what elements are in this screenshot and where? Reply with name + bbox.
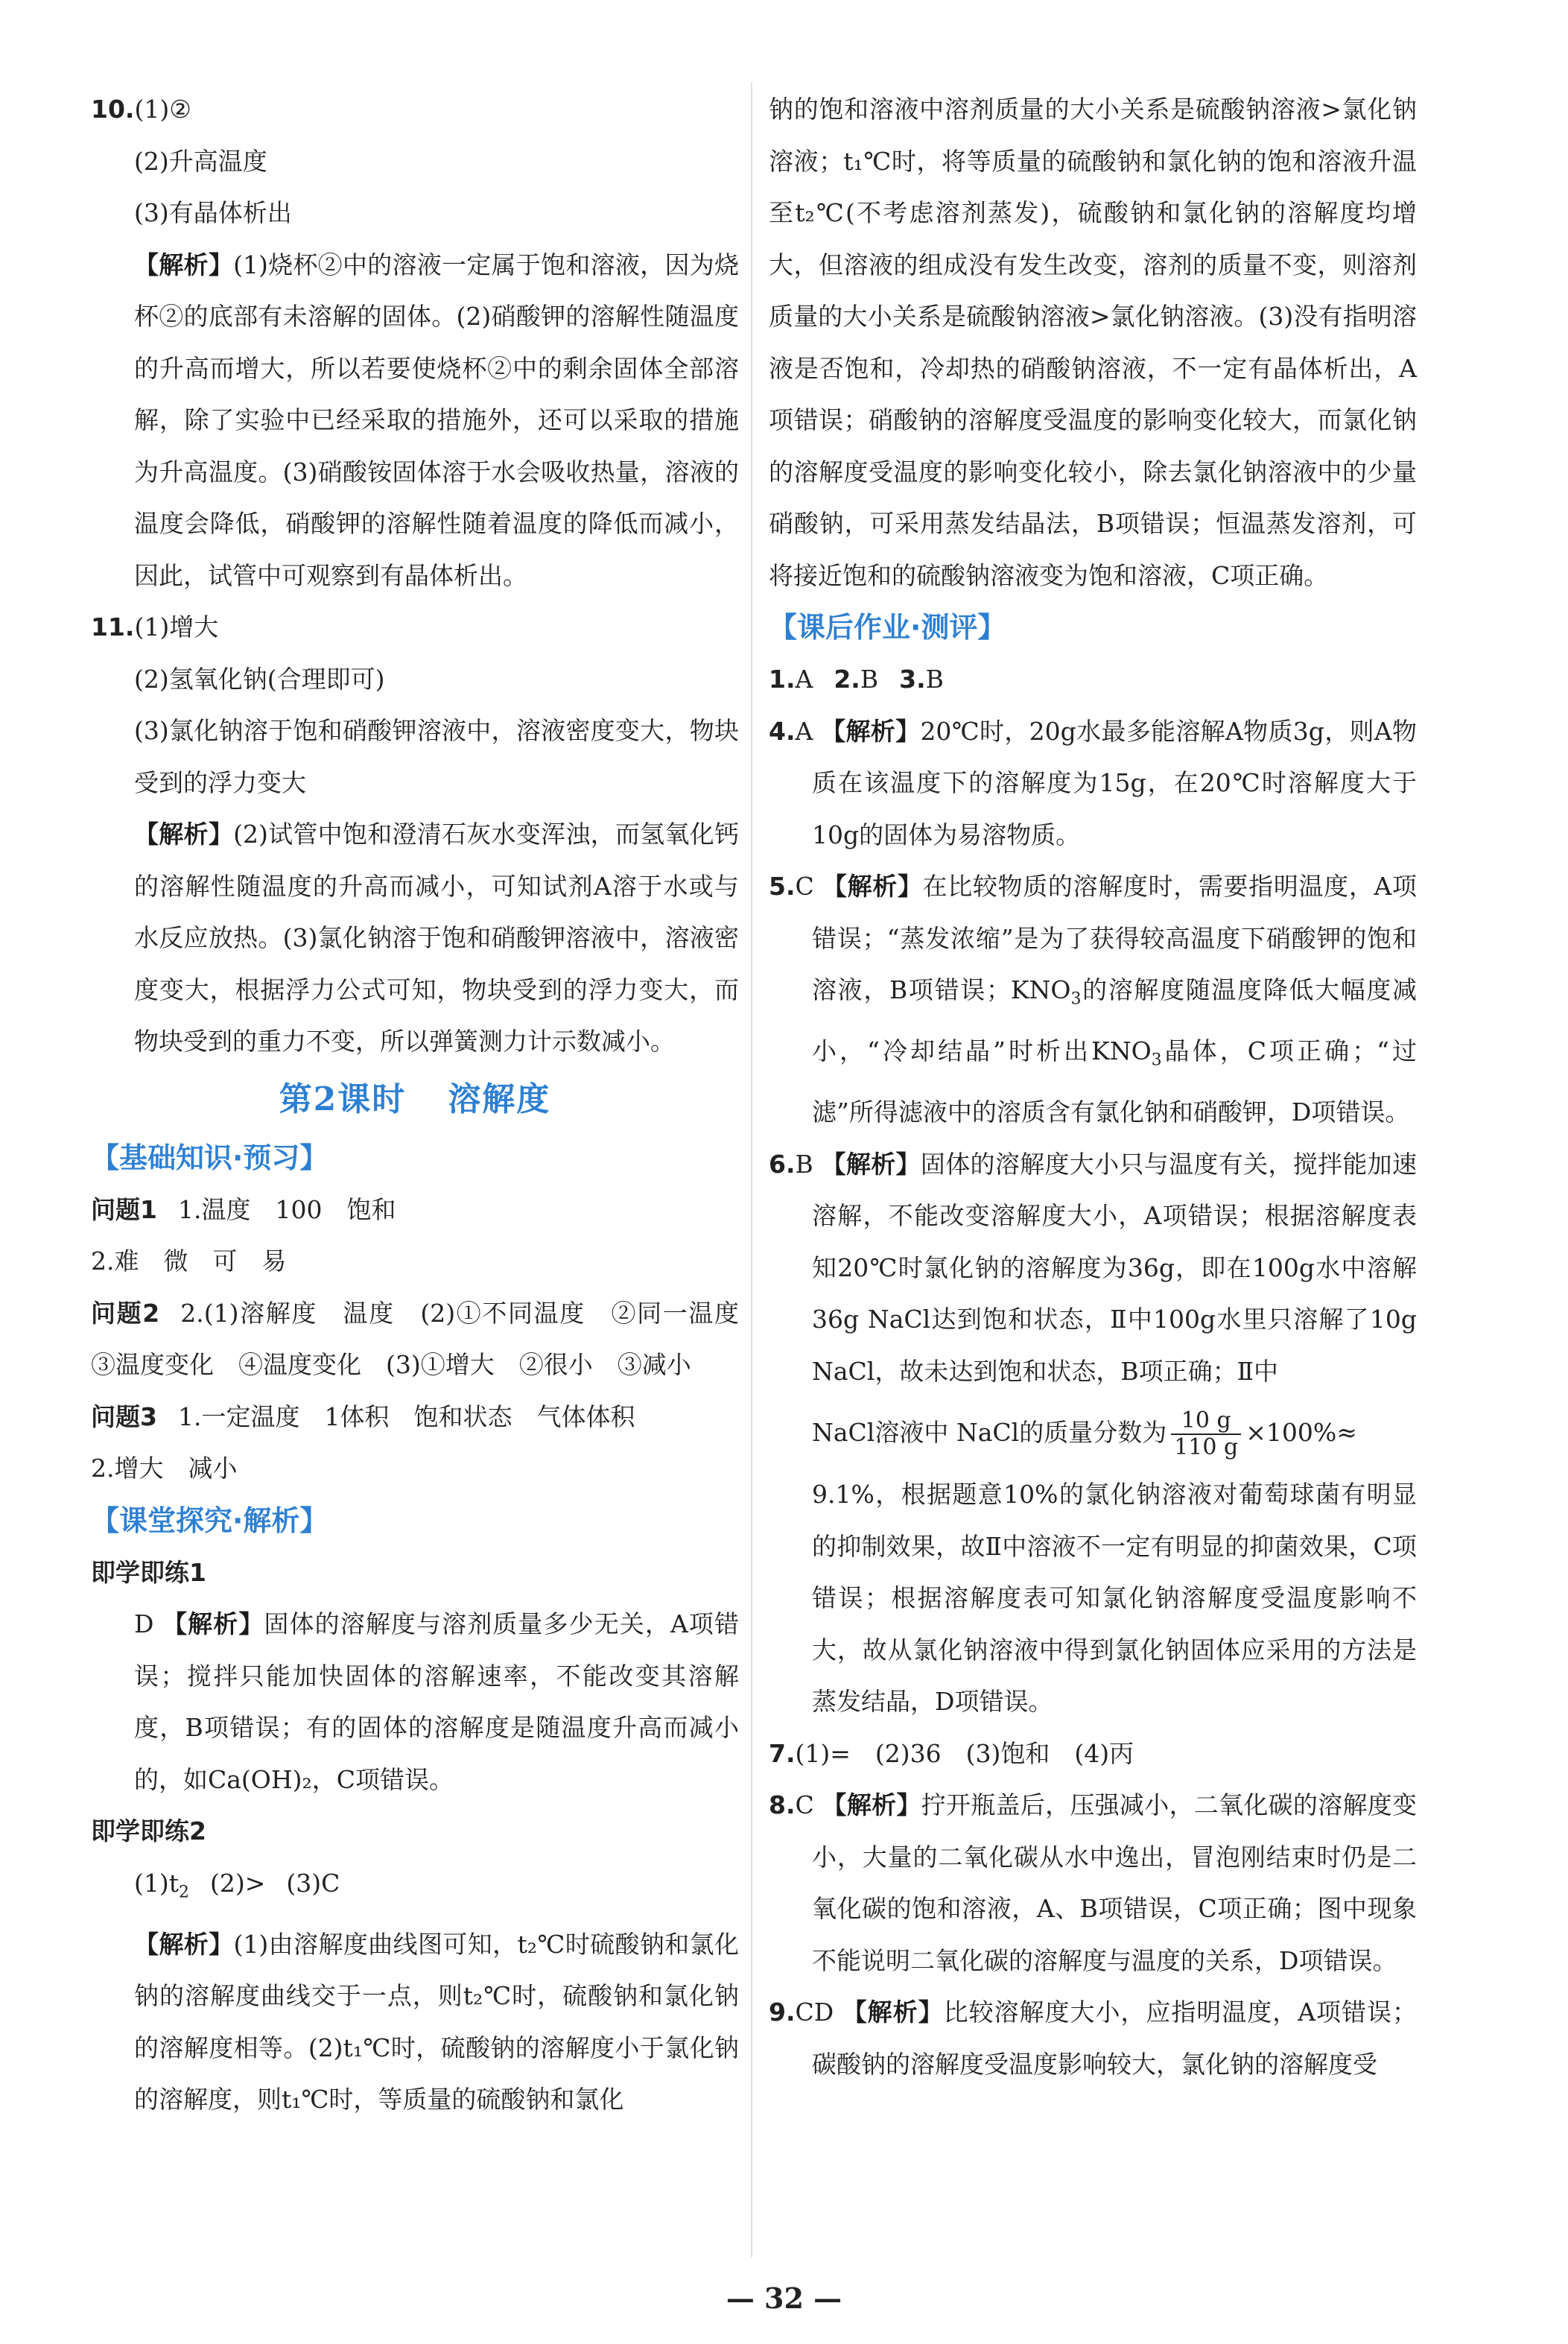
analysis-tag: 【解析】	[134, 820, 234, 849]
analysis-tag: 【解析】	[134, 1929, 234, 1959]
q4-analysis: 4.A 【解析】20℃时，20g水最多能溶解A物质3g，则A物质在该温度下的溶解度为15g，在20℃时溶解度大于10g的固体为易溶物质。	[769, 716, 1417, 849]
drill-2-answers: $(1)t_2$ (2)> (3)C	[134, 1868, 340, 1902]
warmup-1: 问题1 1.温度 100 饱和	[91, 1194, 396, 1224]
analysis-tag: 【解析】	[842, 1998, 944, 2027]
q8-analysis: 8.C 【解析】拧开瓶盖后，压强减小，二氧化碳的溶解度变小，大量的二氧化碳从水中逸出，冒泡刚结束时仍是二氧化碳的饱和溶液，A、B项错误，C项正确；图中现象不能说明二氧化碳的溶解度与温度的关系，D项错误。	[769, 1790, 1417, 1975]
q11-answer-2: (2)氢氧化钠(合理即可)	[134, 664, 385, 694]
drill-2-analysis-cont: 钠的饱和溶液中溶剂质量的大小关系是硫酸钠溶液>氯化钠溶液；t₁℃时，将等质量的硫酸钠和氯化钠的饱和溶液升温至t₂℃(不考虑溶剂蒸发)，硫酸钠和氯化钠的溶解度均增大，但溶液的组成没有发生改变，溶剂的质量不变，则溶剂质量的大小关系是硫酸钠溶液>氯化钠溶液。(3)没有指明溶液是否饱和，冷却热的硝酸钠溶液，不一定有晶体析出，A项错误；硝酸钠的溶解度受温度的影响变化较大，而氯化钠的溶解度受温度的影响变化较小，除去氯化钠溶液中的少量硝酸钠，可采用蒸发结晶法，B项错误；恒温蒸发溶剂，可将接近饱和的硫酸钠溶液变为饱和溶液，C项正确。	[769, 95, 1417, 590]
q6-formula: NaCl溶液中 NaCl的质量分数为 $\frac{10 g}{110 g}$ ×100%≈	[812, 1407, 1357, 1461]
q10-answer-2: (2)升高温度	[134, 146, 267, 176]
lesson-title: 第2课时 溶解度	[279, 1080, 551, 1118]
drill-1-label: 即学即练1	[91, 1557, 206, 1587]
question-number: 11.	[91, 612, 135, 642]
q11-answer-1: 11.(1)增大	[91, 612, 219, 642]
section-homework: 【课后作业·测评】	[769, 611, 1006, 644]
q6-analysis-cont: 9.1%，根据题意10%的氯化钠溶液对葡萄球菌有明显的抑制效果，故Ⅱ中溶液不一定有明显的抑菌效果，C项错误；根据溶解度表可知氯化钠溶解度受温度影响不大，故从氯化钠溶液中得到氯化钠固体应采用的方法是蒸发结晶，D项错误。	[812, 1480, 1417, 1717]
section-basic-knowledge: 【基础知识·预习】	[91, 1141, 328, 1174]
warmup-3-line2: 2.增大 减小	[91, 1454, 238, 1483]
drill-2-analysis: 【解析】(1)由溶解度曲线图可知，t₂℃时硫酸钠和氯化钠的溶解度曲线交于一点，则t₂℃时，硫酸钠和氯化钠的溶解度相等。(2)t₁℃时，硫酸钠的溶解度小于氯化钠的溶解度，则t₁℃时，等质量的硫酸钠和氯化	[134, 1929, 740, 2115]
warmup-1-line2: 2.难 微 可 易	[91, 1247, 287, 1276]
answers-1-3: 1.A 2.B 3.B	[769, 665, 944, 694]
q7-answers: 7.(1)= (2)36 (3)饱和 (4)丙	[769, 1738, 1134, 1768]
warmup-3: 问题3 1.一定温度 1体积 饱和状态 气体体积	[91, 1401, 635, 1431]
drill-1-analysis: D 【解析】固体的溶解度与溶剂质量多少无关，A项错误；搅拌只能加快固体的溶解速率，不能改变其溶解度，B项错误；有的固体的溶解度是随温度升高而减小的，如Ca(OH)₂，C项错误。	[134, 1609, 739, 1794]
page-number: — 32 —	[726, 2281, 842, 2315]
analysis-tag: 【解析】	[134, 250, 234, 279]
right-column	[769, 83, 1417, 2090]
analysis-tag: 【解析】	[162, 1609, 264, 1638]
fraction: $\frac{10 g}{110 g}$	[1171, 1408, 1241, 1460]
q6-analysis: 6.B 【解析】固体的溶解度大小只与温度有关，搅拌能加速溶解，不能改变溶解度大小，A项错误；根据溶解度表知20℃时氯化钠的溶解度为36g，即在100g水中溶解36g NaCl达到饱和状态，Ⅱ中100g水里只溶解了10g NaCl，故未达到饱和状态，B项正确；Ⅱ中	[769, 1149, 1417, 1386]
analysis-tag: 【解析】	[821, 716, 921, 746]
q9-analysis: 9.CD 【解析】比较溶解度大小，应指明温度，A项错误；碳酸钠的溶解度受温度影响较大，氯化钠的溶解度受	[769, 1998, 1417, 2079]
q11-answer-3: (3)氯化钠溶于饱和硝酸钾溶液中，溶液密度变大，物块受到的浮力变大	[134, 716, 739, 797]
section-classroom: 【课堂探究·解析】	[91, 1504, 328, 1537]
analysis-tag: 【解析】	[822, 872, 923, 901]
q11-analysis: 【解析】(2)试管中饱和澄清石灰水变浑浊，而氢氧化钙的溶解性随温度的升高而减小，可知试剂A溶于水或与水反应放热。(3)氯化钠溶于饱和硝酸钾溶液中，溶液密度变大，根据浮力公式可知，物块受到的浮力变大，而物块受到的重力不变，所以弹簧测力计示数减小。	[134, 820, 740, 1056]
q10-answer-1: 10.(1)②	[91, 95, 191, 124]
warmup-2: 问题2 2.(1)溶解度 温度 (2)①不同温度 ②同一温度 ③温度变化 ④温度变化 (3)①增大 ②很小 ③减小	[91, 1298, 764, 1379]
drill-2-label: 即学即练2	[91, 1816, 206, 1846]
question-number: 10.	[91, 95, 135, 124]
q10-analysis: 【解析】(1)烧杯②中的溶液一定属于饱和溶液，因为烧杯②的底部有未溶解的固体。(2)硝酸钾的溶解性随温度的升高而增大，所以若要使烧杯②中的剩余固体全部溶解，除了实验中已经采取的措施外，还可以采取的措施为升高温度。(3)硝酸铵固体溶于水会吸收热量，溶液的温度会降低，硝酸钾的溶解性随着温度的降低而减小，因此，试管中可观察到有晶体析出。	[134, 250, 740, 590]
left-column	[91, 83, 764, 2126]
q10-answer-3: (3)有晶体析出	[134, 198, 292, 227]
column-divider	[751, 82, 752, 2258]
q5-analysis: 5.C 【解析】在比较物质的溶解度时，需要指明温度，A项错误；“蒸发浓缩”是为了获得较高温度下硝酸钾的饱和溶液，B项错误；$KNO_3$的溶解度随温度降低大幅度减小，“冷却结晶”时析出$KNO_3$晶体，C项正确；“过滤”所得滤液中的溶质含有氯化钠和硝酸钾，D项错误。	[769, 872, 1418, 1127]
analysis-tag: 【解析】	[821, 1149, 921, 1179]
analysis-tag: 【解析】	[822, 1790, 921, 1820]
